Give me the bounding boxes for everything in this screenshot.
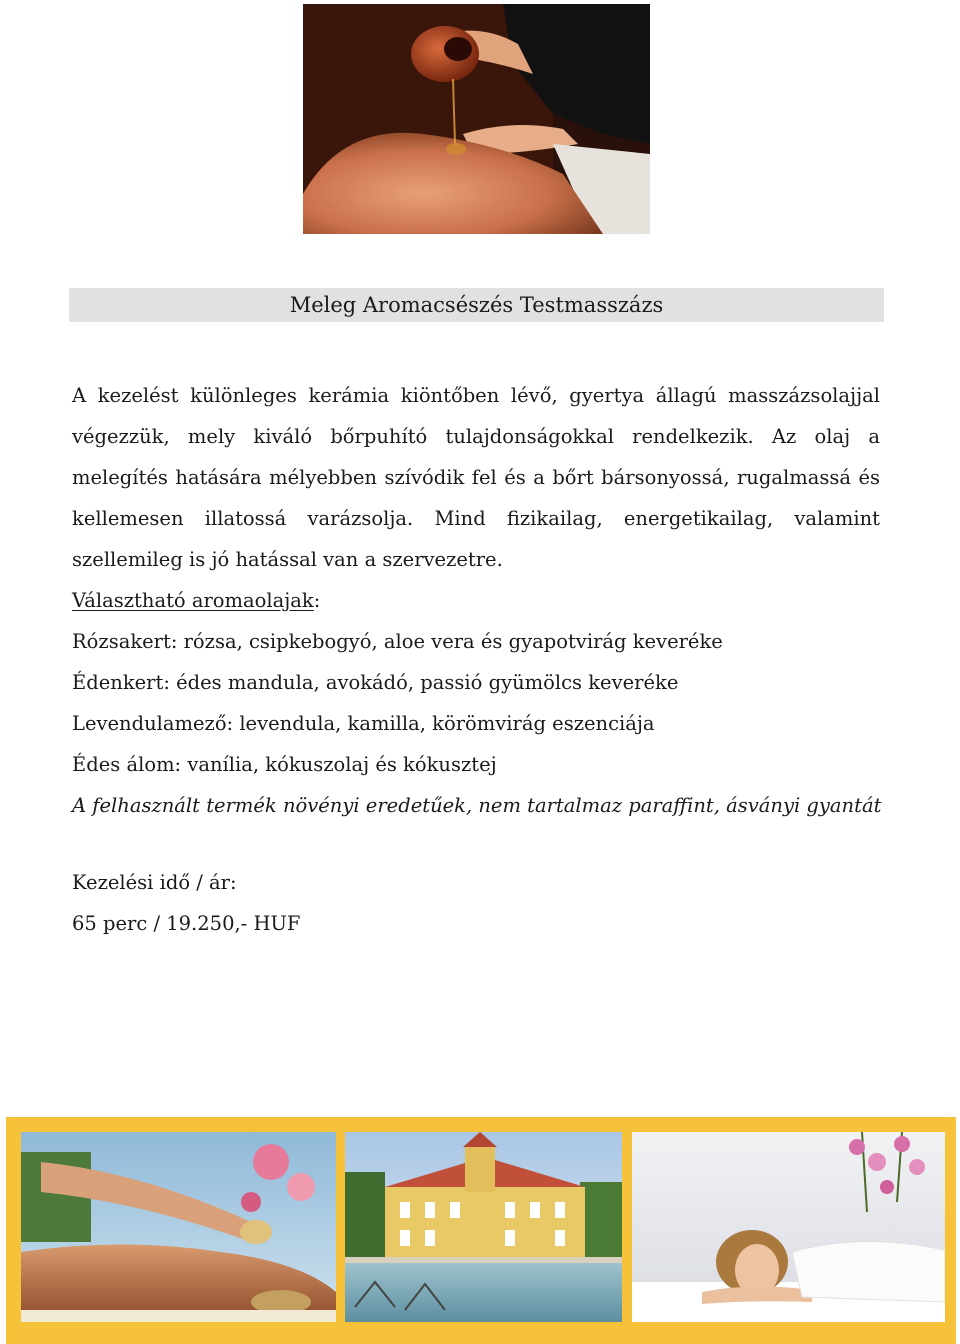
- woman-relaxing-photo: [632, 1132, 945, 1322]
- description-line: A kezelést különleges kerámia kiöntőben lévő, gyertya állagú masszázsolajjal: [72, 384, 880, 407]
- castle-hotel-image: [345, 1132, 622, 1322]
- product-note: A felhasznált termék növényi eredetűek, nem tartalmaz paraffint, ásványi gyantát: [72, 794, 882, 817]
- oil-item: Édes álom: vanília, kókuszolaj és kókusztej: [72, 753, 497, 776]
- description-line: végezzük, mely kiváló bőrpuhító tulajdonságokkal rendelkezik. Az olaj a: [72, 425, 880, 448]
- castle-pool-photo: [345, 1132, 622, 1322]
- aroma-cup-massage-image: [303, 4, 650, 234]
- treatment-info: [72, 862, 672, 944]
- page-title: Meleg Aromacsészés Testmasszázs: [289, 293, 664, 317]
- treatment-label: Kezelési idő / ár:: [72, 871, 237, 894]
- page-title-bar: [69, 288, 884, 322]
- description-line: szellemileg is jó hatással van a szervezetre.: [72, 548, 503, 571]
- treatment-price: 65 perc / 19.250,- HUF: [72, 912, 301, 935]
- description-line: kellemesen illatossá varázsolja. Mind fizikailag, energetikailag, valamint: [72, 507, 880, 530]
- oil-item: Levendulamező: levendula, kamilla, körömvirág eszenciája: [72, 712, 655, 735]
- description-paragraph: [72, 375, 880, 580]
- aroma-oils-section: [72, 580, 892, 826]
- oil-item: Rózsakert: rózsa, csipkebogyó, aloe vera és gyapotvirág keveréke: [72, 630, 723, 653]
- top-massage-photo: [303, 4, 650, 234]
- oils-heading: Választható aromaolajak: [72, 589, 314, 612]
- stone-massage-image: [21, 1132, 336, 1322]
- relaxing-woman-image: [632, 1132, 945, 1322]
- oils-heading-row: [72, 580, 892, 621]
- description-line: melegítés hatására mélyebben szívódik fel és a bőrt bársonyossá, rugalmassá és: [72, 466, 880, 489]
- massage-stones-photo: [21, 1132, 336, 1322]
- oils-heading-colon: :: [313, 589, 321, 612]
- oil-item: Édenkert: édes mandula, avokádó, passió gyümölcs keveréke: [72, 671, 679, 694]
